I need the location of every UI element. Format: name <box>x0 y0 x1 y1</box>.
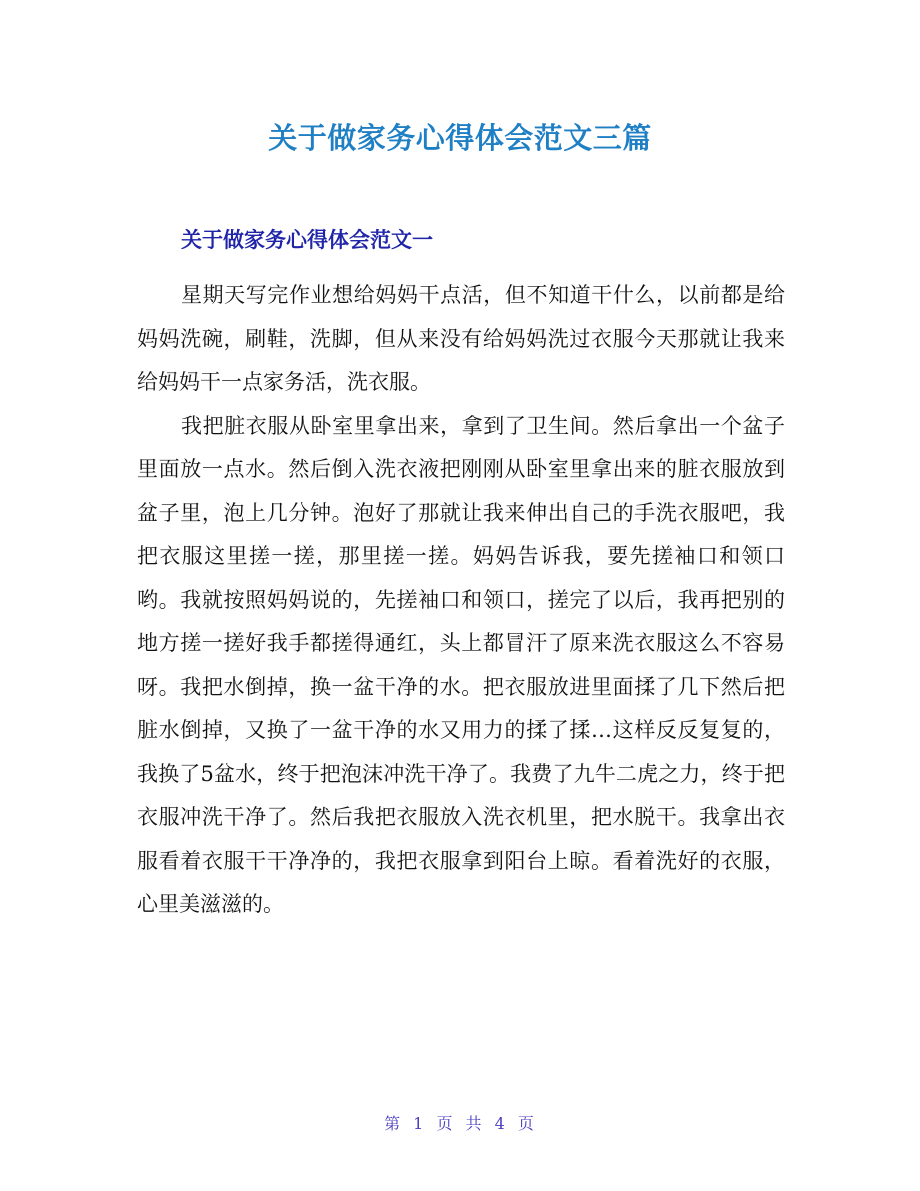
paragraph-2: 我把脏衣服从卧室里拿出来，拿到了卫生间。然后拿出一个盆子里面放一点水。然后倒入洗衣液把刚刚从卧室里拿出来的脏衣服放到盆子里，泡上几分钟。泡好了那就让我来伸出自己的手洗衣服吧，我把衣服这里搓一搓，那里搓一搓。妈妈告诉我，要先搓袖口和领口哟。我就按照妈妈说的，先搓袖口和领口，搓完了以后，我再把别的地方搓一搓好我手都搓得通红，头上都冒汗了原来洗衣服这么不容易呀。我把水倒掉，换一盆干净的水。把衣服放进里面揉了几下然后把脏水倒掉，又换了一盆干净的水又用力的揉了揉…这样反反复复的，我换了5盆水，终于把泡沫冲洗干净了。我费了九牛二虎之力，终于把衣服冲洗干净了。然后我把衣服放入洗衣机里，把水脱干。我拿出衣服看着衣服干干净净的，我把衣服拿到阳台上晾。看着洗好的衣服，心里美滋滋的。 <box>137 413 785 916</box>
page-number-footer: 第 1 页 共 4 页 <box>384 1114 536 1133</box>
article-body <box>137 274 785 927</box>
document-title: 关于做家务心得体会范文三篇 <box>268 121 652 155</box>
section-heading: 关于做家务心得体会范文一 <box>181 228 433 252</box>
paragraph-1: 星期天写完作业想给妈妈干点活，但不知道干什么，以前都是给妈妈洗碗，刷鞋，洗脚，但从来没有给妈妈洗过衣服今天那就让我来给妈妈干一点家务活，洗衣服。 <box>137 283 785 394</box>
